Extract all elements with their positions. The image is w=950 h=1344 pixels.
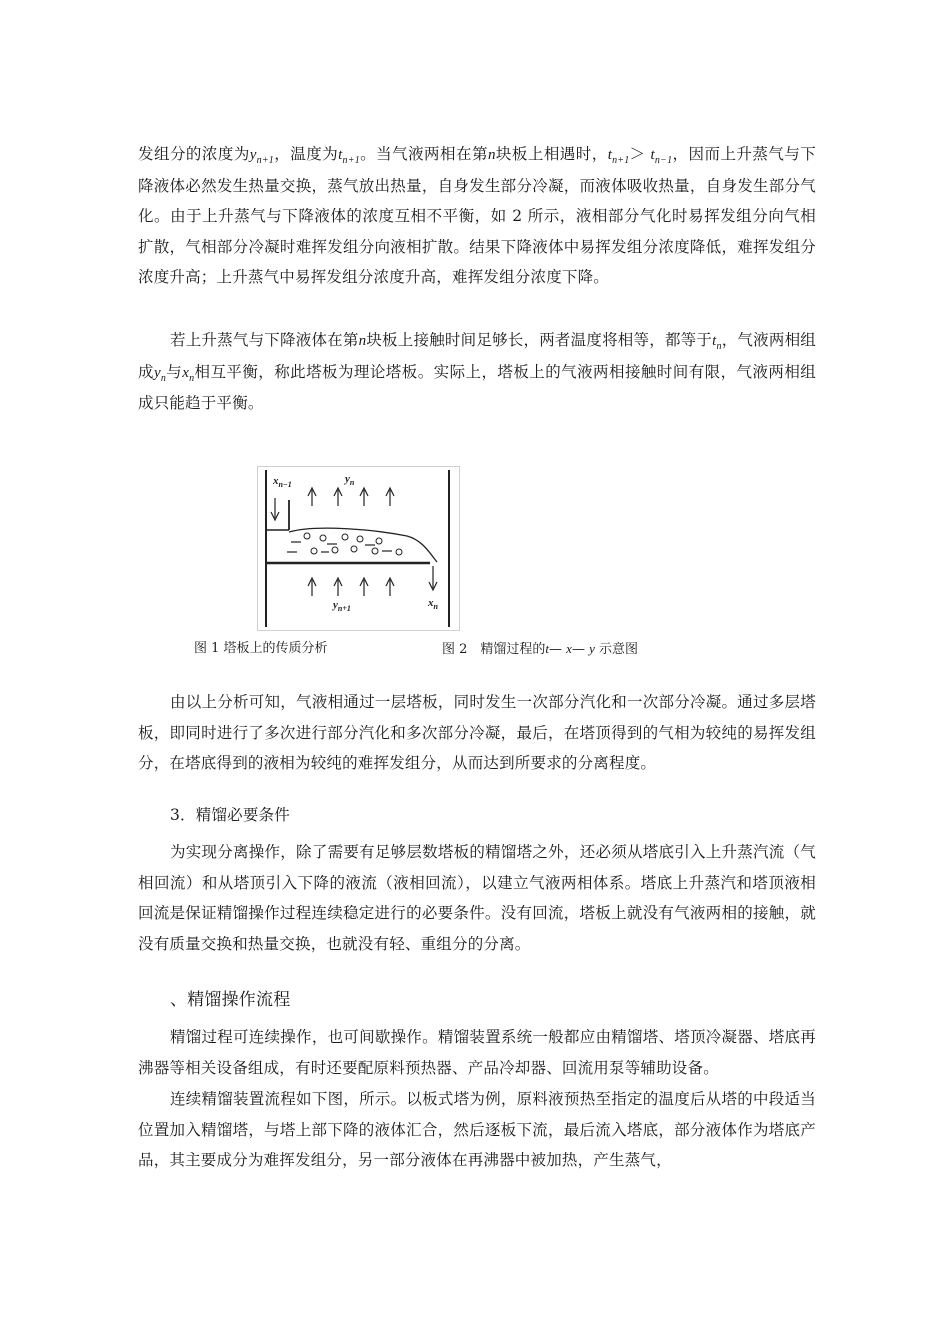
- paragraph-equipment: 精馏过程可连续操作，也可间歇操作。精馏装置系统一般都应由精馏塔、塔顶冷凝器、塔底再沸器等相关设备组成，有时还要配原料预热器、产品冷却器、回流用泵等辅助设备。: [138, 1028, 816, 1077]
- caption-figure-2: 图 2 精馏过程的t— x— y 示意图: [442, 641, 639, 657]
- label-y-n-plus-1: $y_{n+1}$: [333, 599, 351, 613]
- label-x-n: $x_n$: [428, 597, 438, 611]
- section-heading-conditions: 3．精馏必要条件: [170, 806, 290, 824]
- caption-figure-1: 图 1 塔板上的传质分析: [194, 641, 328, 656]
- label-x-n-minus-1: $x_{n-1}$: [273, 475, 292, 489]
- figure-plate-mass-transfer: [257, 466, 460, 631]
- paragraph-heat-exchange: 发组分的浓度为$y_{n+1}$，温度为$t_{n+1}$。当气液两相在第n块板上相遇时，$t_{n+1}> t_{n-1}$，因而上升蒸气与下降液体必然发生热量交换，蒸气放出热量，自身发生部分冷凝，而液体吸收热量，自身发生部分气化。由于上升蒸气与下降液体的浓度互相不平衡，如 2 所示，液相部分气化时易挥发组分向气相扩散，气相部分冷凝时难挥发组分向液相扩散。结果下降液体中易挥发组分浓度降低，难挥发组分浓度升高；上升蒸气中易挥发组分浓度升高，难挥发组分浓度下降。: [138, 145, 817, 286]
- paragraph-reflux-conditions: 为实现分离操作，除了需要有足够层数塔板的精馏塔之外，还必须从塔底引入上升蒸汽流（气相回流）和从塔顶引入下降的液流（液相回流），以建立气液两相体系。塔底上升蒸汽和塔顶液相回流是保证精馏操作过程连续稳定进行的必要条件。没有回流，塔板上就没有气液两相的接触，就没有质量交换和热量交换，也就没有轻、重组分的分离。: [138, 843, 816, 953]
- plate-diagram: [257, 466, 460, 631]
- paragraph-analysis-conclusion: 由以上分析可知，气液相通过一层塔板，同时发生一次部分汽化和一次部分冷凝。通过多层塔板，即同时进行了多次进行部分汽化和多次部分冷凝，最后，在塔顶得到的气相为较纯的易挥发组分，在塔底得到的液相为较纯的难挥发组分，从而达到所要求的分离程度。: [138, 693, 816, 772]
- paragraph-theoretical-plate: 若上升蒸气与下降液体在第n块板上接触时间足够长，两者温度将相等，都等于$t_n$，气液两相组成$y_n$与$x_n$相互平衡，称此塔板为理论塔板。实际上，塔板上的气液两相接触时间有限，气液两相组成只能趋于平衡。: [138, 331, 816, 412]
- section-heading-process-flow: 、精馏操作流程: [170, 990, 291, 1010]
- label-y-n: $y_n$: [345, 473, 355, 487]
- paragraph-continuous-flow: 连续精馏装置流程如下图，所示。以板式塔为例，原料液预热至指定的温度后从塔的中段适当位置加入精馏塔，与塔上部下降的液体汇合，然后逐板下流，最后流入塔底，部分液体作为塔底产品，其主要成分为难挥发组分，另一部分液体在再沸器中被加热，产生蒸气，: [138, 1090, 816, 1169]
